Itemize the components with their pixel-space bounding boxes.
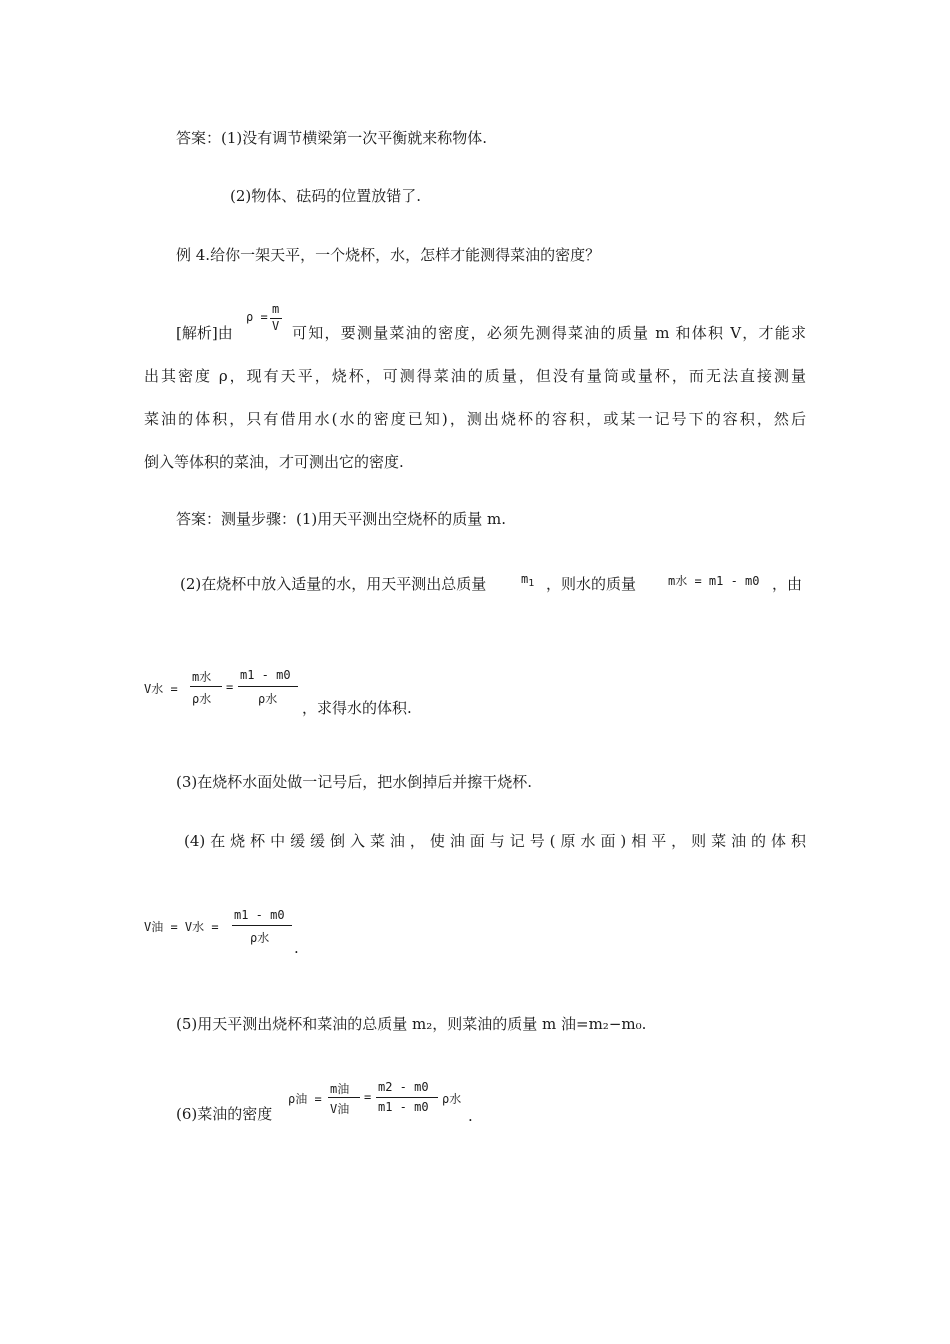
fraction-bar [232, 925, 292, 926]
answer-line-1: 答案：(1)没有调节横梁第一次平衡就来称物体. [176, 129, 488, 147]
analysis-line-4: 倒入等体积的菜油，才可测出它的密度. [144, 453, 404, 471]
formula-rho-m-over-v [246, 302, 286, 338]
analysis-line-2: 出其密度 ρ，现有天平，烧杯，可测得菜油的质量，但没有量筒或量杯，而无法直接测量 [144, 367, 806, 385]
formula-rho-num: m [272, 302, 280, 316]
formula-vwater-lhs: V水 = [144, 682, 178, 696]
example-4-question: 例 4.给你一架天平，一个烧杯，水，怎样才能测得菜油的密度？ [176, 246, 601, 264]
analysis-line-1: 可知，要测量菜油的密度，必须先测得菜油的质量 m 和体积 V，才能求 [292, 324, 806, 342]
fraction-bar [190, 686, 222, 687]
formula-rhooil-den2: m1 - m0 [378, 1100, 429, 1114]
answer-line-2: (2)物体、砝码的位置放错了. [230, 187, 422, 205]
formula-oil-density [288, 1080, 478, 1120]
analysis-line-3: 菜油的体积，只有借用水(水的密度已知)，测出烧杯的容积，或某一记号下的容积，然后 [144, 410, 806, 428]
fraction-bar [238, 686, 298, 687]
step-2-text-d: ，求得水的体积. [302, 699, 412, 717]
fraction-bar [376, 1097, 438, 1098]
formula-rho-lhs: ρ = [246, 310, 268, 324]
formula-voil-den: ρ水 [250, 931, 270, 945]
formula-voil-num: m1 - m0 [234, 908, 285, 922]
formula-rhooil-tail: ρ水 [442, 1092, 462, 1106]
formula-vwater-num1: m水 [192, 670, 212, 684]
fraction-bar [328, 1097, 360, 1098]
step-6-end: . [468, 1107, 473, 1125]
formula-vwater-den2: ρ水 [258, 692, 278, 706]
step-5: (5)用天平测出烧杯和菜油的总质量 m₂，则菜油的质量 m 油=m₂−m₀. [176, 1015, 647, 1033]
step-2-m1-sub: 1 [528, 578, 535, 589]
formula-rho-den: V [272, 319, 280, 333]
formula-rhooil-num1: m油 [330, 1082, 350, 1096]
step-2-m1-main: m [521, 572, 529, 586]
step-2-text-a: (2)在烧杯中放入适量的水，用天平测出总质量 [180, 575, 487, 593]
formula-vwater-den1: ρ水 [192, 692, 212, 706]
step-2-m1 [521, 572, 534, 589]
step-2-water-mass-formula: m水 = m1 - m0 [668, 574, 760, 588]
formula-vwater-eq: = [226, 680, 234, 694]
step-4: (4)在烧杯中缓缓倒入菜油，使油面与记号(原水面)相平，则菜油的体积 [184, 832, 806, 850]
step-4-end: . [294, 939, 299, 957]
step-2-text-b: ，则水的质量 [546, 575, 637, 593]
formula-voil-lhs: V油 = V水 = [144, 920, 219, 934]
formula-water-volume [144, 668, 304, 708]
formula-oil-volume [144, 908, 304, 948]
formula-rhooil-eq: = [364, 1090, 372, 1104]
formula-rhooil-num2: m2 - m0 [378, 1080, 429, 1094]
step-6-text: (6)菜油的密度 [176, 1105, 273, 1123]
analysis-prefix: [解析]由 [176, 324, 233, 342]
step-2-text-c: ，由 [772, 575, 803, 593]
step-3: (3)在烧杯水面处做一记号后，把水倒掉后并擦干烧杯. [176, 773, 533, 791]
formula-rhooil-lhs: ρ油 = [288, 1092, 322, 1106]
steps-intro: 答案：测量步骤：(1)用天平测出空烧杯的质量 m. [176, 510, 507, 528]
formula-vwater-num2: m1 - m0 [240, 668, 291, 682]
formula-rhooil-den1: V油 [330, 1102, 350, 1116]
